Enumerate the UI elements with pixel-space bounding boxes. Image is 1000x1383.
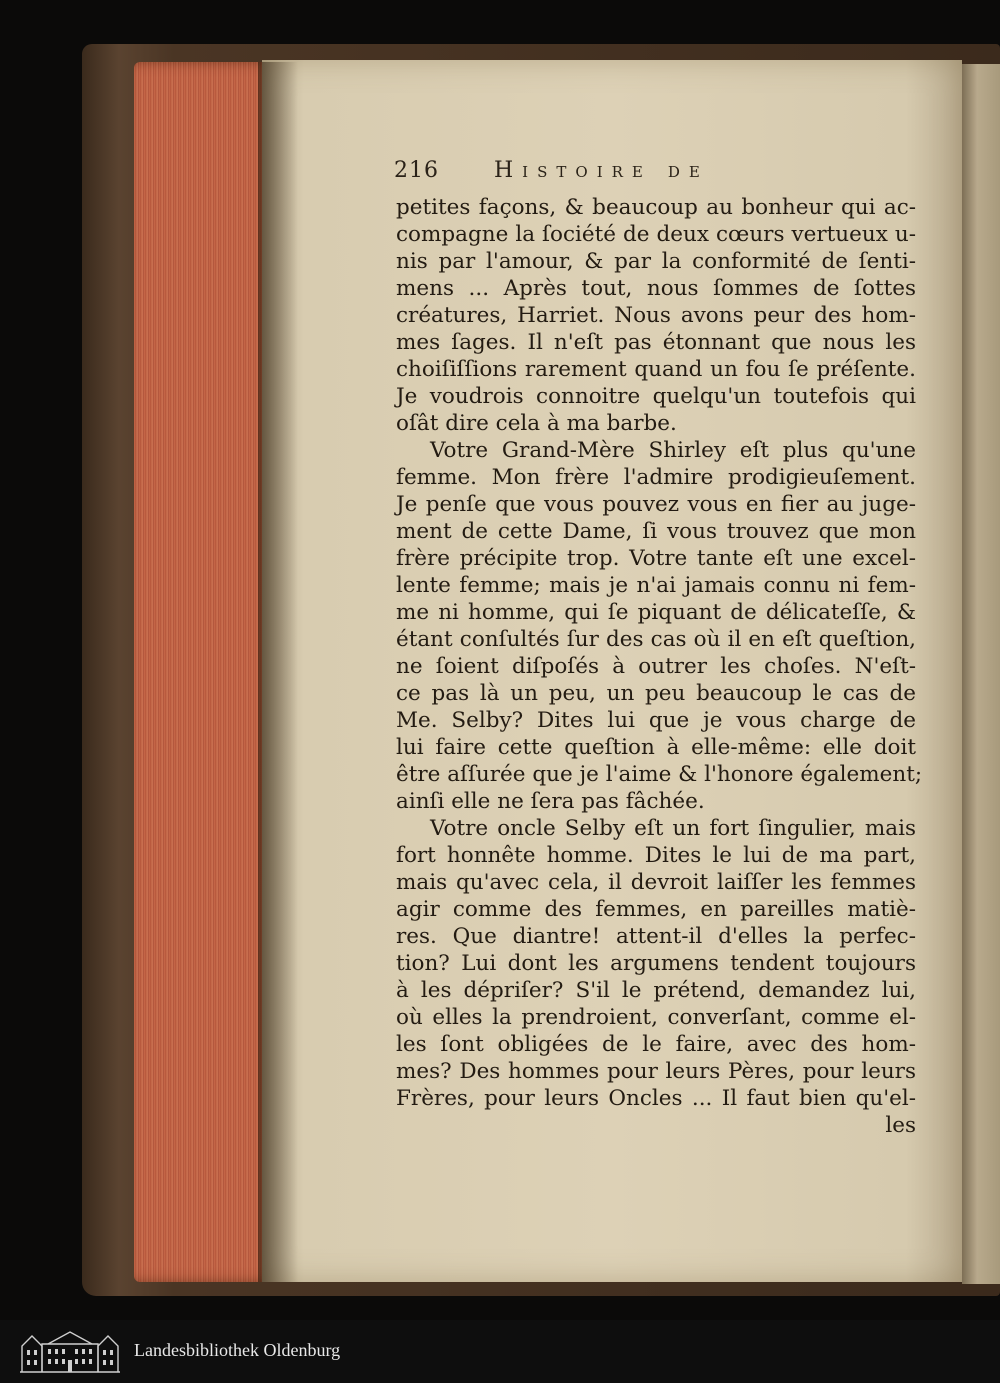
text-line: à les dépriſer? S'il le prétend, demandez lui, xyxy=(396,978,916,1003)
text-line: fort honnête homme. Dites le lui de ma part, xyxy=(396,843,916,868)
text-line: me ni homme, qui ſe piquant de délicateſſe, & xyxy=(396,600,916,625)
text-line: compagne la ſociété de deux cœurs vertueux u- xyxy=(396,222,916,247)
text-line: Me. Selby? Dites lui que je vous charge de xyxy=(396,708,916,733)
text-line: ment de cette Dame, ſi vous trouvez que mon xyxy=(396,519,916,544)
text-line: nis par l'amour, & par la conformité de ſenti- xyxy=(396,249,916,274)
text-line: Frères, pour leurs Oncles ... Il faut bien qu'el- xyxy=(396,1086,916,1111)
text-line: ce pas là un peu, un peu beaucoup le cas de xyxy=(396,681,916,706)
text-line: mes ſages. Il n'eſt pas étonnant que nous les xyxy=(396,330,916,355)
text-line: ne ſoient diſpoſés à outrer les choſes. N'eſt- xyxy=(396,654,916,679)
page-text xyxy=(396,194,923,1139)
text-line: choiſiſſions rarement quand un fou ſe préſente. xyxy=(396,357,916,382)
text-line: les ſont obligées de le faire, avec des hom- xyxy=(396,1032,916,1057)
text-line: agir comme des femmes, en pareilles matiè- xyxy=(396,897,916,922)
text-line: tion? Lui dont les argumens tendent toujours xyxy=(396,951,916,976)
library-name: Landesbibliothek Oldenburg xyxy=(134,1340,341,1360)
text-line: frère précipite trop. Votre tante eſt une excel- xyxy=(396,546,916,571)
facing-page-edge xyxy=(962,64,1000,1284)
footer-bar xyxy=(0,1320,1000,1383)
catchword: les xyxy=(885,1113,916,1138)
text-line: créatures, Harriet. Nous avons peur des hom- xyxy=(396,303,916,328)
text-line: lui faire cette queſtion à elle-même: elle doit xyxy=(396,735,916,760)
running-title: Histoire de xyxy=(494,158,709,183)
gutter-shadow xyxy=(258,62,298,1282)
text-line: lente femme; mais je n'ai jamais connu ni fem- xyxy=(396,573,916,598)
library-building-icon xyxy=(18,1330,122,1374)
text-line: oſât dire cela à ma barbe. xyxy=(396,411,677,436)
text-line: Votre Grand-Mère Shirley eſt plus qu'une xyxy=(430,438,916,463)
text-line: mens ... Après tout, nous ſommes de ſottes xyxy=(396,276,916,301)
text-line: mais qu'avec cela, il devroit laiſſer les femmes xyxy=(396,870,916,895)
text-line: où elles la prendroient, converſant, comme el- xyxy=(396,1005,916,1030)
page-number: 216 xyxy=(394,158,439,183)
text-line: femme. Mon frère l'admire prodigieuſement. xyxy=(396,465,916,490)
text-line: être aſſurée que je l'aime & l'honore également; xyxy=(396,762,923,787)
text-line: ainſi elle ne ſera pas fâchée. xyxy=(396,789,705,814)
text-line: étant conſultés ſur des cas où il en eſt queſtion, xyxy=(396,627,916,652)
running-head xyxy=(394,158,934,188)
text-line: Je voudrois connoitre quelqu'un toutefois qui xyxy=(396,384,916,409)
text-line: Votre oncle Selby eſt un fort ſingulier, mais xyxy=(430,816,916,841)
text-line: Je penſe que vous pouvez vous en fier au juge- xyxy=(396,492,916,517)
text-line: res. Que diantre! attent-il d'elles la perfec- xyxy=(396,924,916,949)
text-line: mes? Des hommes pour leurs Pères, pour leurs xyxy=(396,1059,916,1084)
text-line: petites façons, & beaucoup au bonheur qui ac- xyxy=(396,195,916,220)
